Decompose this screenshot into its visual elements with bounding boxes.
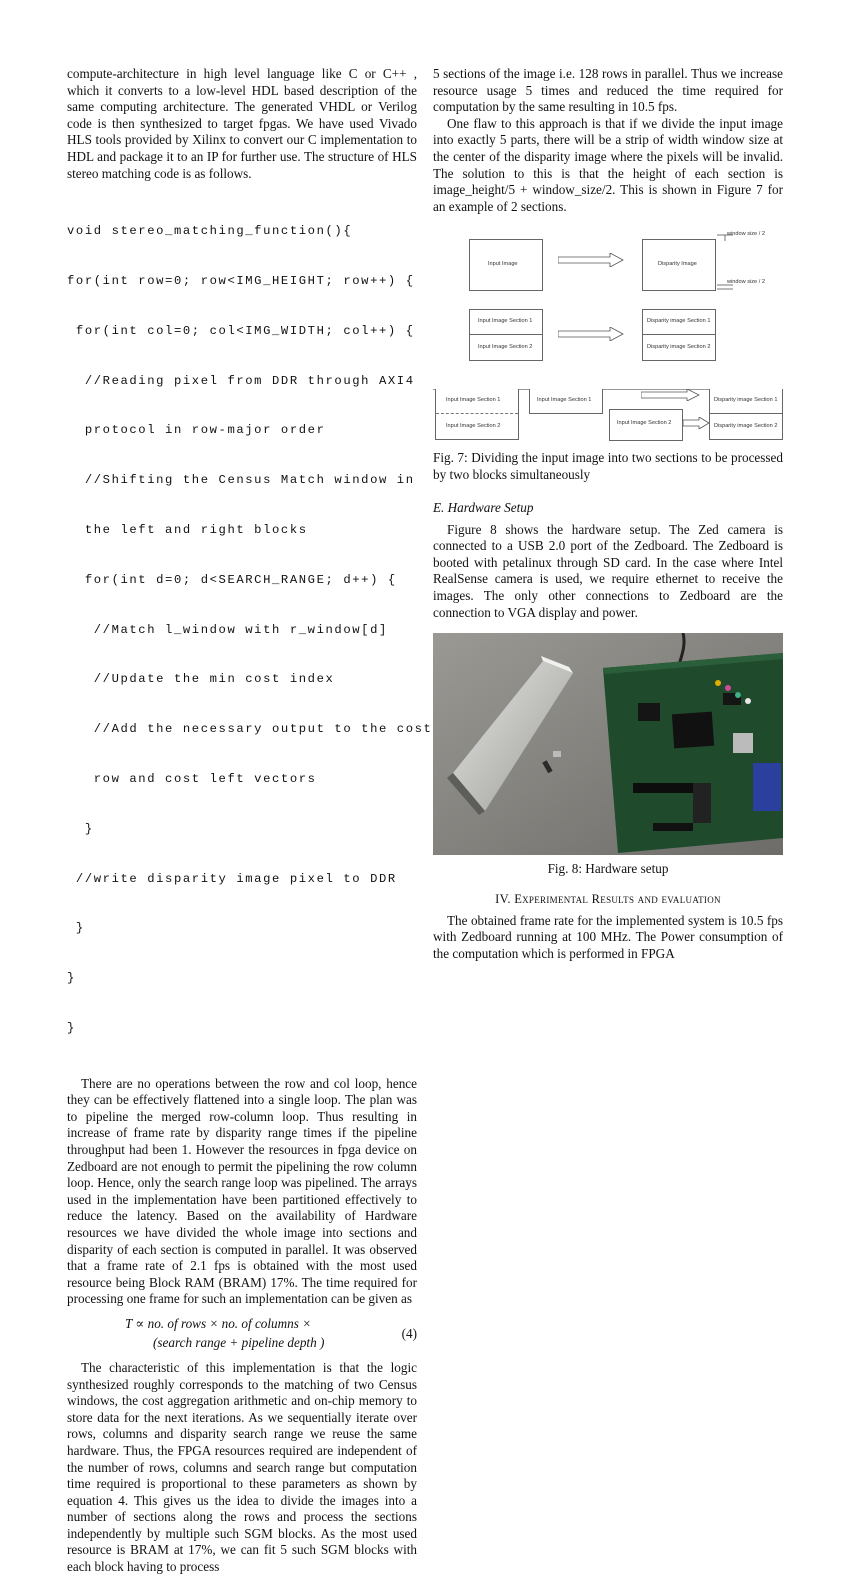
arrow-right-icon xyxy=(558,327,624,341)
equation-line: (search range + pipeline depth ) xyxy=(153,1334,325,1350)
input-section-2-label: Input Image Section 2 xyxy=(617,420,672,427)
code-line: for(int row=0; row<IMG_HEIGHT; row++) { xyxy=(67,274,415,289)
paragraph: There are no operations between the row and col loop, hence they can be effectively flattened into a single loop. The plan was to pipeline the merged row-column loop. Thus resulting in increase of frame rate by disparity range times if the pipeline throughput had been 1. However the resources in fpga device on Zedboard are not enough to permit the pipelining the row column loop. Hence, only the search range loop was pipelined. The arrays used in the implementation have been partitioned effectively to reduce the latency. Based on the availability of Hardware resources we have divided the whole image into sections and disparity of each section is computed in parallel. It was observed that a frame rate of 2.1 fps is obtained with the most used resource being Block RAM (BRAM) 17%. The time required for processing one frame for such an implementation can be given as xyxy=(67,1075,417,1307)
section-heading: IV. Experimental Results and evaluation xyxy=(495,891,721,906)
input-section-2-label: Input Image Section 2 xyxy=(446,423,501,430)
disparity-section-2-label: Disparity image Section 2 xyxy=(647,344,711,351)
code-line: void stereo_matching_function(){ xyxy=(67,224,353,239)
window-size-label: window size / 2 xyxy=(727,231,765,238)
equation-4 xyxy=(67,1314,417,1352)
disparity-sections-box xyxy=(709,389,783,440)
equation-number: (4) xyxy=(401,1325,417,1341)
input-section-1-label: Input Image Section 1 xyxy=(537,397,592,404)
sectioned-disparity-box xyxy=(642,309,716,361)
paragraph: Figure 8 shows the hardware setup. The Zed camera is connected to a USB 2.0 port of the Zedboard. The Zedboard is booted with petalinux through SD card. In the case where Intel RealSense camera is used, we require ethernet to receive the images. The only other connections to Zedboard are the connection to VGA display and power. xyxy=(433,521,783,620)
code-line: //Reading pixel from DDR through AXI4 xyxy=(67,373,415,388)
sectioned-input-box xyxy=(469,309,543,361)
left-column xyxy=(67,66,433,1576)
disparity-image-label: Disparity Image xyxy=(658,261,697,268)
zedboard-camera-image xyxy=(433,633,783,855)
code-line: for(int col=0; col<IMG_WIDTH; col++) { xyxy=(67,323,415,338)
input-section-1-block xyxy=(529,389,603,414)
input-image-label: Input Image xyxy=(488,261,518,268)
code-line: for(int d=0; d<SEARCH_RANGE; d++) { xyxy=(67,572,397,587)
paragraph: compute-architecture in high level language like C or C++ , which it converts to a low-level HDL based description of the same computing architecture. The generated VHDL or Verilog code is then synthesized to target fpgas. We have used Vivado HLS tools provided by Xilinx to convert our C implementation to HDL and package it to an IP for further use. The structure of HLS stereo matching code is as follows. xyxy=(67,66,417,181)
code-line: //Update the min cost index xyxy=(67,672,335,687)
input-image-box xyxy=(469,239,543,291)
disparity-section-1-label: Disparity image Section 1 xyxy=(714,397,778,404)
arrow-right-icon xyxy=(558,253,624,267)
code-line: } xyxy=(67,1020,76,1035)
code-line: row and cost left vectors xyxy=(67,771,317,786)
paragraph: One flaw to this approach is that if we divide the input image into exactly 5 parts, there will be a strip of width window size at the center of the disparity image where the pixels will be invalid. The solution to this is that the height of each section is image_height/5 + window_size/2. This is shown in Figure 7 for an example of 2 sections. xyxy=(433,115,783,214)
section-heading: E. Hardware Setup xyxy=(433,499,534,515)
input-section-1-label: Input Image Section 1 xyxy=(478,318,533,325)
code-listing xyxy=(67,190,433,1069)
code-line: } xyxy=(67,921,85,936)
figure-7-caption: Fig. 7: Dividing the input image into two sections to be processed by two blocks simultaneously xyxy=(433,450,783,482)
figure-7-diagram xyxy=(433,231,783,446)
paragraph: 5 sections of the image i.e. 128 rows in parallel. Thus we increase resource usage 5 times and reduced the time required for computation by the same resulting in 10.5 fps. xyxy=(433,66,783,115)
code-line: protocol in row-major order xyxy=(67,423,326,438)
arrow-right-icon xyxy=(683,417,711,429)
code-line: the left and right blocks xyxy=(67,523,308,538)
window-size-label: window size / 2 xyxy=(727,279,765,286)
code-line: //Add the necessary output to the cost xyxy=(67,722,433,737)
code-line: } xyxy=(67,821,94,836)
code-line: //write disparity image pixel to DDR xyxy=(67,871,397,886)
equation-line: T ∝ no. of rows × no. of columns × xyxy=(125,1315,312,1331)
right-column xyxy=(433,66,783,962)
input-section-1-label: Input Image Section 1 xyxy=(446,397,501,404)
input-section-2-label: Input Image Section 2 xyxy=(478,344,533,351)
input-image-sections-box xyxy=(435,389,519,440)
code-line: //Match l_window with r_window[d] xyxy=(67,622,388,637)
input-section-2-block xyxy=(609,409,683,441)
figure-8-caption: Fig. 8: Hardware setup xyxy=(547,861,669,877)
code-line: //Shifting the Census Match window in xyxy=(67,473,415,488)
arrow-right-icon xyxy=(641,389,701,401)
disparity-section-2-label: Disparity image Section 2 xyxy=(714,423,778,430)
hardware-setup-photo xyxy=(433,633,783,855)
paragraph: The characteristic of this implementation is that the logic synthesized roughly corresponds to the matching of two Census windows, the cost aggregation arithmetic and on-chip memory to store data for the next iterations. As we sequentially iterate over rows, columns and disparity search range we reuse the same hardware. Thus, the FPGA resources required are independent of the number of rows, columns and search range but computation time required is proportional to these parameters as shown by equation 4. This gives us the idea to divide the images into a number of sections along the rows and process the sections independently by multiple such SGM blocks. As the most used resource is BRAM at 17%, we can fit 5 such SGM blocks with each block having to process xyxy=(67,1359,417,1575)
disparity-image-box xyxy=(642,239,716,291)
paragraph: The obtained frame rate for the implemented system is 10.5 fps with Zedboard running at 100 MHz. The Power consumption of the computation which is performed in FPGA xyxy=(433,912,783,961)
disparity-section-1-label: Disparity image Section 1 xyxy=(647,318,711,325)
code-line: } xyxy=(67,971,76,986)
